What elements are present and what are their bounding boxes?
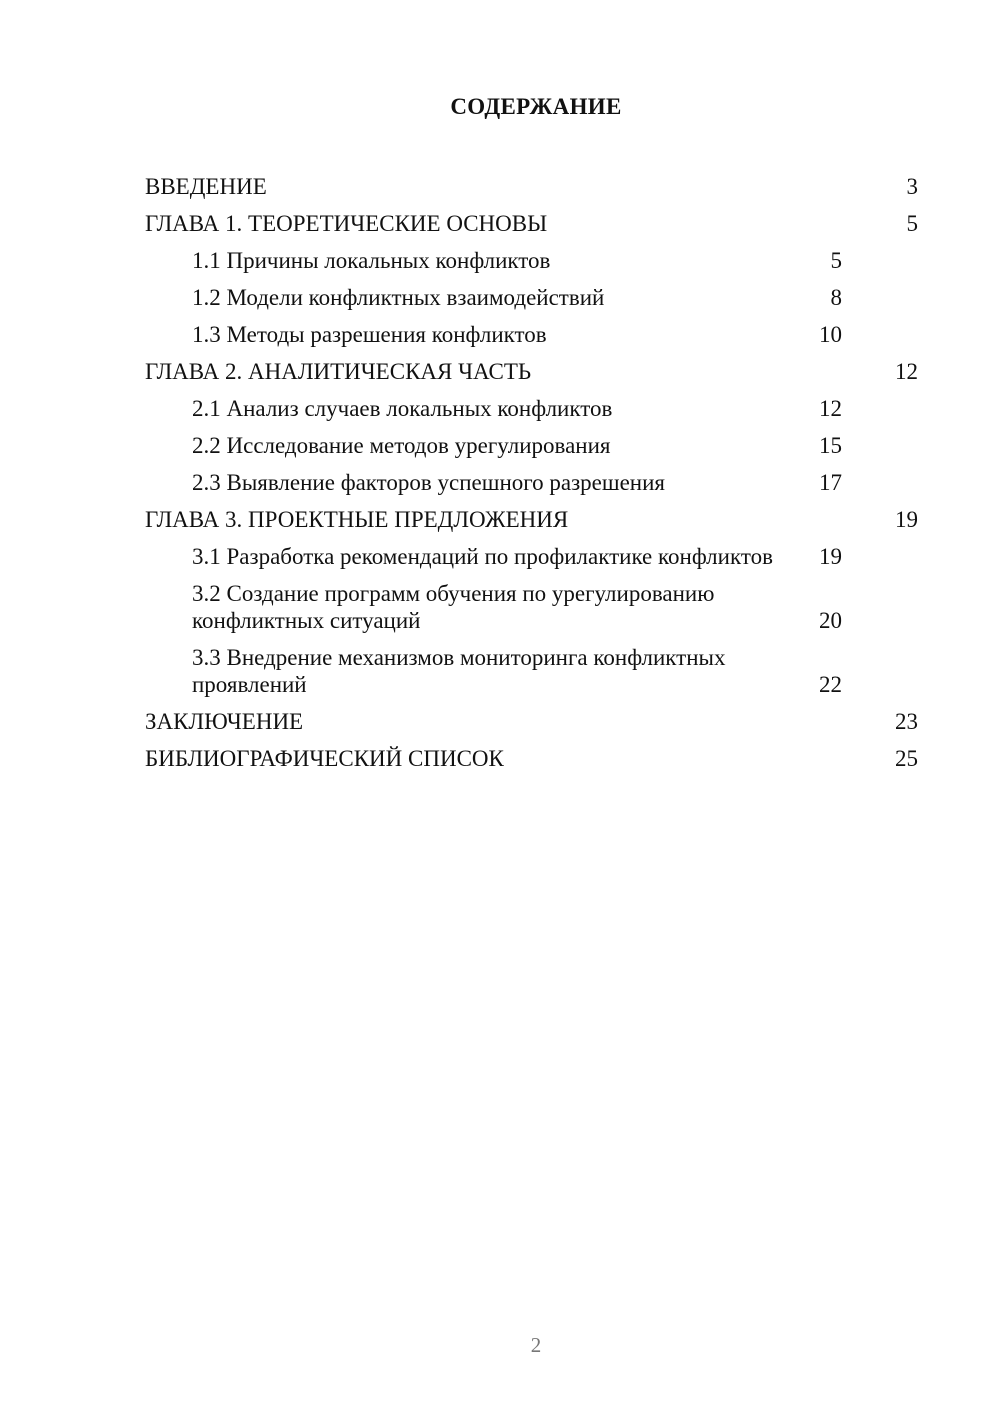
toc-entry-title: ГЛАВА 1. ТЕОРЕТИЧЕСКИЕ ОСНОВЫ xyxy=(145,211,548,236)
toc-entry-page: 25 xyxy=(895,746,918,771)
toc-entry-page: 15 xyxy=(819,433,842,458)
toc-entry-title: 1.1 Причины локальных конфликтов xyxy=(192,248,551,273)
toc-section-entry xyxy=(145,242,918,279)
toc-entry-title: 1.2 Модели конфликтных взаимодействий xyxy=(192,285,605,310)
toc-entry-title: ВВЕДЕНИЕ xyxy=(145,174,267,199)
toc-entry-page: 17 xyxy=(819,470,842,495)
toc-entry-title: 2.2 Исследование методов урегулирования xyxy=(192,433,611,458)
page-number: 2 xyxy=(530,1333,542,1357)
toc-section-entry xyxy=(145,427,918,464)
toc-entry-page: 12 xyxy=(895,359,918,384)
toc-entry-page: 19 xyxy=(895,507,918,532)
toc-entry-page: 20 xyxy=(819,608,842,633)
page-title: СОДЕРЖАНИЕ xyxy=(450,94,622,119)
toc-entry-page: 5 xyxy=(830,248,842,273)
toc-entry-page: 22 xyxy=(819,672,842,697)
toc-entry-page: 12 xyxy=(819,396,842,421)
toc-entry-title: 3.3 Внедрение механизмов мониторинга конфликтных проявлений xyxy=(192,645,726,697)
toc-chapter-entry xyxy=(145,501,918,538)
toc-entry-title: ГЛАВА 3. ПРОЕКТНЫЕ ПРЕДЛОЖЕНИЯ xyxy=(145,507,569,532)
toc-entry-page: 5 xyxy=(906,211,918,236)
toc-entry-page: 8 xyxy=(830,285,842,310)
toc-entry-title: 1.3 Методы разрешения конфликтов xyxy=(192,322,547,347)
table-of-contents xyxy=(145,168,918,777)
toc-entry-title: 3.2 Создание программ обучения по урегулированию конфликтных ситуаций xyxy=(192,581,715,633)
toc-chapter-entry xyxy=(145,205,918,242)
toc-section-entry xyxy=(145,279,918,316)
toc-chapter-entry xyxy=(145,703,918,740)
toc-entry-title: 2.3 Выявление факторов успешного разрешения xyxy=(192,470,666,495)
toc-chapter-entry xyxy=(145,168,918,205)
toc-entry-page: 23 xyxy=(895,709,918,734)
toc-section-entry xyxy=(145,575,918,639)
toc-section-entry xyxy=(145,538,918,575)
toc-entry-title: ЗАКЛЮЧЕНИЕ xyxy=(145,709,304,734)
toc-entry-page: 10 xyxy=(819,322,842,347)
toc-entry-page: 3 xyxy=(906,174,918,199)
toc-entry-title: 2.1 Анализ случаев локальных конфликтов xyxy=(192,396,613,421)
toc-chapter-entry xyxy=(145,353,918,390)
toc-section-entry xyxy=(145,464,918,501)
toc-section-entry xyxy=(145,639,918,703)
toc-entry-page: 19 xyxy=(819,544,842,569)
toc-section-entry xyxy=(145,316,918,353)
toc-chapter-entry xyxy=(145,740,918,777)
toc-entry-title: ГЛАВА 2. АНАЛИТИЧЕСКАЯ ЧАСТЬ xyxy=(145,359,532,384)
toc-entry-title: БИБЛИОГРАФИЧЕСКИЙ СПИСОК xyxy=(145,746,504,771)
toc-section-entry xyxy=(145,390,918,427)
toc-entry-title: 3.1 Разработка рекомендаций по профилактике конфликтов xyxy=(192,544,773,569)
